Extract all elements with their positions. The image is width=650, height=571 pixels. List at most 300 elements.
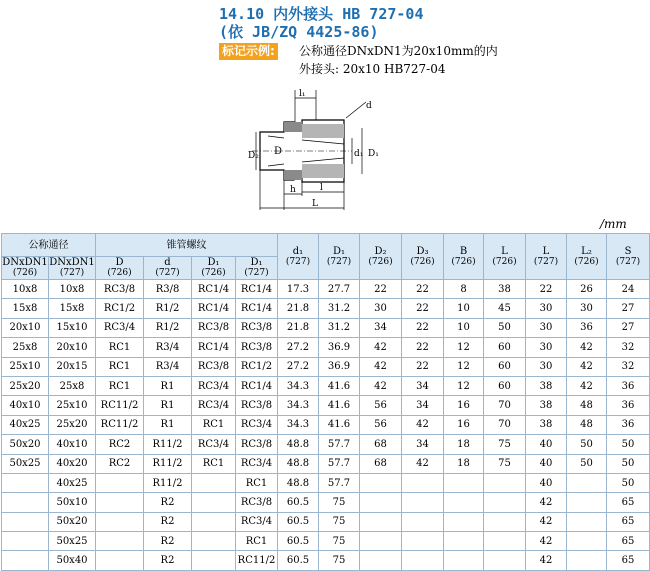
table-cell — [484, 473, 526, 492]
column-header-standard: (726) — [410, 256, 435, 267]
table-cell: RC1/4 — [192, 280, 236, 299]
table-cell: RC3/8 — [236, 435, 278, 454]
table-cell: 50x25 — [49, 532, 96, 551]
column-header-standard: (726) — [107, 268, 132, 278]
column-header — [192, 257, 236, 280]
marking-example-line1: 公称通径DNxDN1为20x10mm的内 — [299, 44, 498, 58]
table-cell: R2 — [144, 532, 192, 551]
column-header-label: DNxDN1 — [49, 257, 95, 268]
table-cell: 75 — [319, 532, 360, 551]
table-cell: 42 — [360, 376, 402, 395]
table-cell: 40x10 — [2, 396, 49, 415]
table-cell — [402, 493, 444, 512]
table-row — [2, 280, 650, 299]
table-row — [2, 532, 650, 551]
table-cell: 22 — [526, 280, 567, 299]
table-cell: RC3/8 — [236, 493, 278, 512]
table-row — [2, 376, 650, 395]
table-row — [2, 551, 650, 570]
table-cell: 22 — [402, 280, 444, 299]
table-cell: 75 — [319, 493, 360, 512]
table-cell: RC3/4 — [236, 415, 278, 434]
column-header-standard: (727) — [326, 256, 352, 267]
table-cell: RC1/4 — [236, 299, 278, 318]
column-header — [360, 234, 402, 280]
table-cell: 65 — [607, 512, 650, 531]
column-header-standard: (727) — [615, 256, 641, 267]
table-cell — [360, 473, 402, 492]
table-cell: 40x25 — [49, 473, 96, 492]
column-header-standard: (726) — [451, 256, 476, 267]
table-cell: RC1 — [96, 357, 144, 376]
column-header — [49, 257, 96, 280]
table-cell: 60.5 — [278, 532, 319, 551]
table-cell: 10x8 — [2, 280, 49, 299]
table-cell: 30 — [567, 299, 607, 318]
table-cell — [2, 493, 49, 512]
table-cell: RC3/4 — [192, 376, 236, 395]
table-cell: 10 — [444, 299, 484, 318]
table-cell: RC3/8 — [192, 357, 236, 376]
table-cell: RC1 — [236, 532, 278, 551]
column-header-label: L — [501, 245, 508, 257]
table-cell: 10x8 — [49, 280, 96, 299]
table-cell: 36 — [607, 376, 650, 395]
table-cell: 75 — [484, 435, 526, 454]
table-cell: 57.7 — [319, 454, 360, 473]
table-cell: 75 — [484, 454, 526, 473]
table-cell: 42 — [360, 357, 402, 376]
table-cell: 30 — [526, 318, 567, 337]
table-cell — [192, 532, 236, 551]
table-cell: RC3/4 — [96, 318, 144, 337]
table-cell: 38 — [526, 376, 567, 395]
table-cell: 38 — [484, 280, 526, 299]
table-cell: RC1 — [236, 473, 278, 492]
table-cell: 70 — [484, 415, 526, 434]
table-cell — [402, 512, 444, 531]
table-cell: 31.2 — [319, 318, 360, 337]
label-D2: D₂ — [248, 151, 259, 161]
table-cell — [402, 551, 444, 570]
table-cell: 22 — [402, 338, 444, 357]
table-cell: 57.7 — [319, 435, 360, 454]
table-cell: 32 — [607, 338, 650, 357]
table-cell — [360, 551, 402, 570]
column-header-label: D₁ — [332, 245, 346, 257]
table-cell: RC1 — [96, 376, 144, 395]
table-cell: 60.5 — [278, 512, 319, 531]
table-cell: 50 — [567, 454, 607, 473]
table-cell: 60.5 — [278, 493, 319, 512]
table-cell: 24 — [607, 280, 650, 299]
table-cell: 25x10 — [49, 396, 96, 415]
column-header — [96, 257, 144, 280]
table-cell — [444, 493, 484, 512]
table-cell: 16 — [444, 415, 484, 434]
table-cell: 27.7 — [319, 280, 360, 299]
table-cell: 42 — [526, 551, 567, 570]
column-header — [319, 234, 360, 280]
table-cell: 50 — [567, 435, 607, 454]
table-cell: RC3/8 — [192, 318, 236, 337]
column-header-label: DNxDN1 — [2, 257, 48, 268]
table-cell: 12 — [444, 357, 484, 376]
table-cell — [444, 473, 484, 492]
label-l1: l₁ — [299, 89, 306, 99]
table-cell: 18 — [444, 435, 484, 454]
table-cell: 30 — [526, 338, 567, 357]
table-cell: 26 — [567, 280, 607, 299]
unit-label: /mm — [600, 217, 627, 231]
table-cell: R11/2 — [144, 473, 192, 492]
table-cell: 60 — [484, 376, 526, 395]
table-cell: 38 — [526, 396, 567, 415]
group-header-thread: 锥管螺纹 — [96, 234, 278, 257]
label-l: l — [320, 183, 323, 193]
table-cell: 50x10 — [49, 493, 96, 512]
table-cell: 50x25 — [2, 454, 49, 473]
table-cell: RC3/8 — [236, 318, 278, 337]
table-cell: 17.3 — [278, 280, 319, 299]
table-cell: 34.3 — [278, 415, 319, 434]
table-cell: 34.3 — [278, 376, 319, 395]
table-cell — [444, 532, 484, 551]
table-cell: 45 — [484, 299, 526, 318]
column-header — [567, 234, 607, 280]
table-cell — [567, 473, 607, 492]
table-cell: 25x10 — [2, 357, 49, 376]
standard-reference: (依 JB/ZQ 4425-86) — [219, 23, 379, 41]
table-cell: 60 — [484, 357, 526, 376]
table-cell: RC1 — [192, 454, 236, 473]
table-cell: RC2 — [96, 435, 144, 454]
column-header-label: D₂ — [374, 245, 387, 257]
table-cell: R3/4 — [144, 357, 192, 376]
table-cell: 50x40 — [49, 551, 96, 570]
table-cell: RC3/8 — [236, 396, 278, 415]
column-header-standard: (727) — [533, 256, 559, 267]
table-cell: RC1 — [96, 338, 144, 357]
table-cell: RC11/2 — [96, 396, 144, 415]
table-cell: 75 — [319, 512, 360, 531]
table-cell: 70 — [484, 396, 526, 415]
table-cell: 22 — [402, 318, 444, 337]
table-cell: 36 — [567, 318, 607, 337]
table-cell — [484, 532, 526, 551]
column-header — [278, 234, 319, 280]
table-cell: 42 — [526, 532, 567, 551]
table-cell — [2, 551, 49, 570]
table-cell: RC1/2 — [96, 299, 144, 318]
table-cell: R2 — [144, 493, 192, 512]
table-cell: 40x25 — [2, 415, 49, 434]
column-header — [484, 234, 526, 280]
table-cell: 42 — [526, 493, 567, 512]
table-cell — [2, 473, 49, 492]
table-cell: 40x20 — [49, 454, 96, 473]
table-cell: 21.8 — [278, 299, 319, 318]
table-cell: 40x10 — [49, 435, 96, 454]
label-D1: D₁ — [368, 149, 379, 159]
table-cell: 40 — [526, 473, 567, 492]
table-cell: 50x20 — [2, 435, 49, 454]
table-cell: 25x8 — [49, 376, 96, 395]
table-cell — [567, 493, 607, 512]
table-cell: 36.9 — [319, 338, 360, 357]
table-cell: R2 — [144, 512, 192, 531]
table-cell: 36 — [607, 415, 650, 434]
table-cell: 42 — [402, 415, 444, 434]
label-D: D — [274, 146, 283, 157]
table-cell: RC3/4 — [236, 454, 278, 473]
table-cell: 60 — [484, 338, 526, 357]
table-cell: 50 — [607, 454, 650, 473]
group-header-nominal: 公称通径 — [2, 234, 96, 257]
table-cell: 42 — [567, 376, 607, 395]
table-cell: 27.2 — [278, 357, 319, 376]
column-header-label: L — [542, 245, 550, 257]
column-header-label: d — [164, 257, 171, 268]
table-cell — [2, 532, 49, 551]
table-cell: 10 — [444, 318, 484, 337]
table-cell: 34.3 — [278, 396, 319, 415]
table-cell: 34 — [402, 396, 444, 415]
table-cell: 36 — [607, 396, 650, 415]
table-cell — [96, 473, 144, 492]
column-header — [444, 234, 484, 280]
table-row — [2, 338, 650, 357]
table-row — [2, 299, 650, 318]
column-header-standard: (726) — [201, 268, 226, 278]
table-cell: R1/2 — [144, 299, 192, 318]
table-cell: 41.6 — [319, 376, 360, 395]
table-cell: 20x10 — [49, 338, 96, 357]
table-cell: 42 — [526, 512, 567, 531]
table-cell: 27 — [607, 299, 650, 318]
table-cell: RC3/4 — [192, 396, 236, 415]
table-cell: 41.6 — [319, 396, 360, 415]
table-cell: R1 — [144, 415, 192, 434]
table-cell: 25x20 — [49, 415, 96, 434]
table-cell — [484, 551, 526, 570]
column-header-label: L₂ — [581, 245, 592, 257]
table-cell: RC1/4 — [192, 338, 236, 357]
table-cell: 32 — [607, 357, 650, 376]
table-cell: RC3/8 — [96, 280, 144, 299]
table-cell: R1 — [144, 376, 192, 395]
table-cell: R1 — [144, 396, 192, 415]
table-cell: RC1/4 — [236, 280, 278, 299]
column-header-label: B — [459, 245, 468, 257]
table-cell: 20x15 — [49, 357, 96, 376]
column-header-standard: (726) — [574, 256, 599, 267]
table-cell: 65 — [607, 532, 650, 551]
table-cell: 42 — [567, 357, 607, 376]
table-cell: 30 — [526, 299, 567, 318]
table-row — [2, 512, 650, 531]
table-cell: R2 — [144, 551, 192, 570]
table-cell — [484, 512, 526, 531]
table-cell: 31.2 — [319, 299, 360, 318]
table-row — [2, 473, 650, 492]
table-row — [2, 318, 650, 337]
table-cell: 12 — [444, 376, 484, 395]
table-cell: RC11/2 — [236, 551, 278, 570]
column-header-label: d₁ — [292, 245, 304, 257]
table-cell: 42 — [567, 338, 607, 357]
table-cell: 34 — [402, 376, 444, 395]
table-cell — [567, 512, 607, 531]
column-header — [526, 234, 567, 280]
table-cell: 40 — [526, 454, 567, 473]
table-cell: 21.8 — [278, 318, 319, 337]
table-cell — [484, 493, 526, 512]
table-cell — [96, 551, 144, 570]
table-cell: RC1/4 — [236, 376, 278, 395]
table-cell: RC2 — [96, 454, 144, 473]
table-cell: 65 — [607, 493, 650, 512]
table-cell: 15x8 — [2, 299, 49, 318]
table-cell: 48 — [567, 396, 607, 415]
table-cell: 34 — [402, 435, 444, 454]
table-cell: 48 — [567, 415, 607, 434]
table-cell — [360, 532, 402, 551]
table-cell: 15x8 — [49, 299, 96, 318]
table-cell — [402, 532, 444, 551]
table-cell: 30 — [360, 299, 402, 318]
table-row — [2, 357, 650, 376]
table-cell: 40 — [526, 435, 567, 454]
table-cell: 8 — [444, 280, 484, 299]
column-header-label: D — [115, 257, 124, 268]
table-cell — [567, 532, 607, 551]
table-cell: 12 — [444, 338, 484, 357]
table-cell — [192, 512, 236, 531]
table-cell: 65 — [607, 551, 650, 570]
table-cell — [567, 551, 607, 570]
table-cell: 27.2 — [278, 338, 319, 357]
table-cell: 56 — [360, 396, 402, 415]
table-row — [2, 493, 650, 512]
column-header — [236, 257, 278, 280]
table-cell: 22 — [360, 280, 402, 299]
table-cell — [96, 532, 144, 551]
column-header-standard: (727) — [244, 268, 269, 278]
table-cell — [192, 493, 236, 512]
column-header — [402, 234, 444, 280]
table-cell: 56 — [360, 415, 402, 434]
table-cell: R11/2 — [144, 435, 192, 454]
table-cell: 42 — [360, 338, 402, 357]
column-header-standard: (727) — [155, 268, 180, 278]
marking-example-line2: 外接头: 20x10 HB727-04 — [299, 62, 446, 76]
table-cell — [96, 512, 144, 531]
column-header — [607, 234, 650, 280]
table-row — [2, 415, 650, 434]
table-cell: RC1/2 — [236, 357, 278, 376]
table-cell: 27 — [607, 318, 650, 337]
table-cell: 48.8 — [278, 435, 319, 454]
dimension-table — [1, 233, 650, 571]
table-cell — [96, 493, 144, 512]
table-cell — [2, 512, 49, 531]
column-header — [144, 257, 192, 280]
label-d1: d₁ — [354, 149, 364, 159]
column-header-standard: (726) — [368, 256, 393, 267]
table-cell: 15x10 — [49, 318, 96, 337]
table-cell — [402, 473, 444, 492]
table-cell: 16 — [444, 396, 484, 415]
table-cell: RC1/4 — [192, 299, 236, 318]
column-header-label: D₃ — [416, 245, 429, 257]
table-cell: 25x20 — [2, 376, 49, 395]
table-cell: 41.6 — [319, 415, 360, 434]
table-cell — [192, 551, 236, 570]
column-header-standard: (726) — [492, 256, 517, 267]
table-cell: 50x20 — [49, 512, 96, 531]
column-header-label: S — [624, 245, 632, 257]
table-cell: 36.9 — [319, 357, 360, 376]
table-cell: 34 — [360, 318, 402, 337]
table-cell: R1/2 — [144, 318, 192, 337]
table-cell: 22 — [402, 357, 444, 376]
table-cell: RC3/4 — [192, 435, 236, 454]
table-cell: 18 — [444, 454, 484, 473]
table-cell: R11/2 — [144, 454, 192, 473]
table-cell: R3/4 — [144, 338, 192, 357]
section-title: 14.10 内外接头 HB 727-04 — [219, 5, 424, 23]
table-cell: 50 — [607, 435, 650, 454]
table-cell: 25x8 — [2, 338, 49, 357]
table-cell — [444, 551, 484, 570]
column-header-label: D₁ — [207, 257, 220, 268]
table-cell: 22 — [402, 299, 444, 318]
table-cell: 42 — [402, 454, 444, 473]
table-row — [2, 454, 650, 473]
table-cell: 38 — [526, 415, 567, 434]
label-d: d — [366, 101, 372, 111]
label-h: h — [290, 185, 296, 195]
table-cell: 20x10 — [2, 318, 49, 337]
table-cell: 50 — [484, 318, 526, 337]
table-cell: 75 — [319, 551, 360, 570]
table-cell: RC3/4 — [236, 512, 278, 531]
table-cell — [360, 493, 402, 512]
table-cell: 30 — [526, 357, 567, 376]
table-cell: 48.8 — [278, 473, 319, 492]
label-L: L — [312, 199, 318, 209]
table-cell: 57.7 — [319, 473, 360, 492]
table-cell: RC1 — [192, 415, 236, 434]
table-cell: 68 — [360, 454, 402, 473]
table-cell: 50 — [607, 473, 650, 492]
column-header — [2, 257, 49, 280]
table-cell — [192, 473, 236, 492]
column-header-standard: (726) — [12, 268, 38, 278]
column-header-label: D₁ — [250, 257, 263, 268]
table-cell: 68 — [360, 435, 402, 454]
table-cell — [360, 512, 402, 531]
marking-example-badge: 标记示例: — [219, 43, 278, 60]
fitting-drawing — [248, 84, 388, 216]
table-row — [2, 435, 650, 454]
table-cell: RC11/2 — [96, 415, 144, 434]
table-cell: R3/8 — [144, 280, 192, 299]
table-cell: RC3/8 — [236, 338, 278, 357]
table-cell: 60.5 — [278, 551, 319, 570]
table-row — [2, 396, 650, 415]
